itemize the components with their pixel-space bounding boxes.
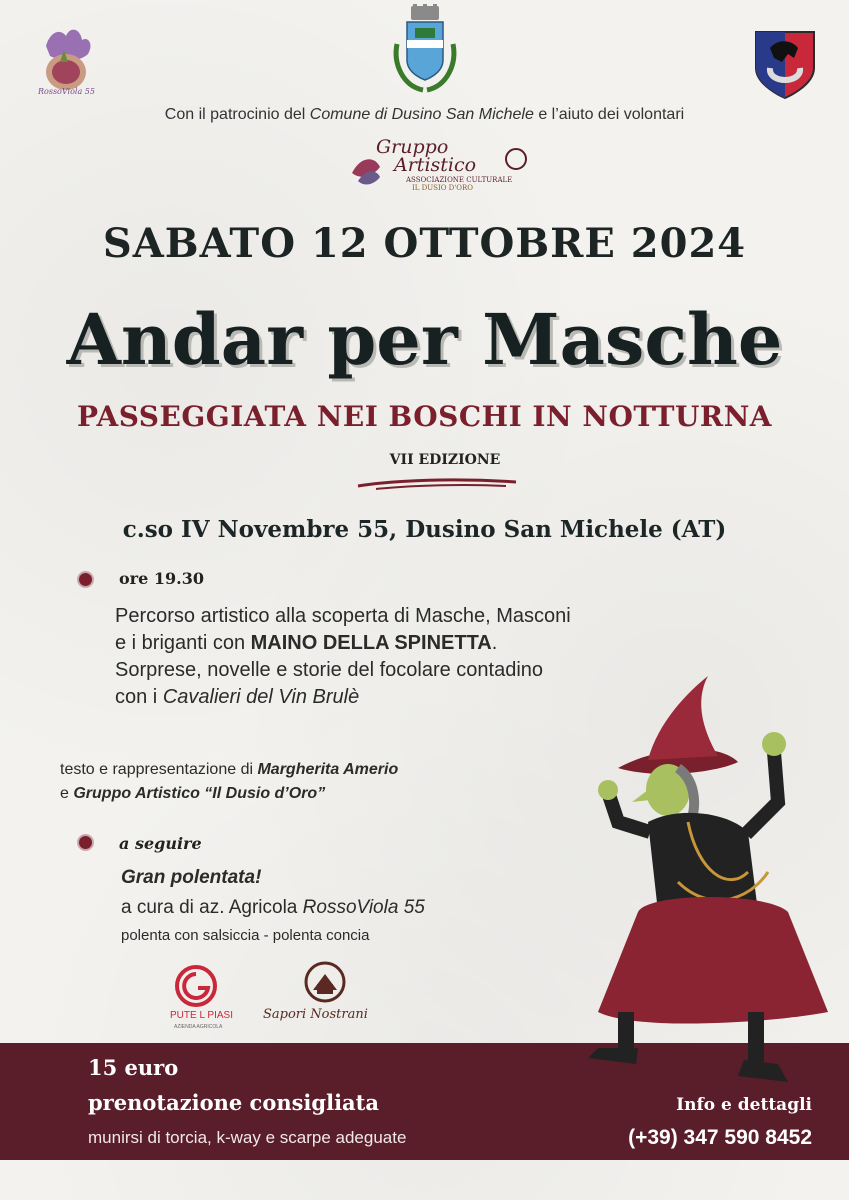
phone-number-link[interactable]: (+39) 347 590 8452 bbox=[628, 1126, 812, 1149]
program-description bbox=[115, 603, 655, 711]
municipal-coat-of-arms-icon bbox=[389, 4, 461, 96]
sponsor-2-name: Sapori Nostrani bbox=[263, 1007, 368, 1022]
sponsor-1-name: PUTE L PIASI bbox=[170, 1010, 233, 1021]
desc-line-4 bbox=[115, 684, 655, 711]
desc-line-4-italic: Cavalieri del Vin Brulè bbox=[162, 686, 360, 708]
patronage-comune: Comune di Dusino San Michele bbox=[309, 106, 534, 123]
sapori-nostrani-logo bbox=[255, 960, 395, 1032]
info-label: Info e dettagli bbox=[676, 1095, 812, 1115]
desc-line-2 bbox=[115, 630, 655, 657]
witch-illustration-icon bbox=[578, 672, 838, 1092]
equipment-note: munirsi di torcia, k-way e scarpe adeguate bbox=[88, 1128, 407, 1147]
gruppo-artistico-logo bbox=[350, 133, 535, 193]
cura-italic: RossoViola 55 bbox=[302, 897, 425, 918]
edition-label: VII EDIZIONE bbox=[389, 452, 501, 468]
desc-line-2-bold: MAINO DELLA SPINETTA bbox=[250, 632, 492, 654]
edition-underline-decoration bbox=[356, 474, 518, 492]
credit-line-1-bold: Margherita Amerio bbox=[257, 761, 399, 778]
rosso-viola-logo bbox=[36, 22, 100, 100]
bullet-icon bbox=[77, 834, 94, 851]
booking-label: prenotazione consigliata bbox=[88, 1090, 379, 1115]
polentata-block bbox=[121, 863, 425, 949]
group-logo-line1: Gruppo bbox=[376, 136, 449, 158]
group-logo-line3: ASSOCIAZIONE CULTURALE bbox=[406, 176, 513, 184]
desc-line-2-suffix: . bbox=[491, 632, 498, 654]
desc-line-2-prefix: e i briganti con bbox=[115, 632, 251, 654]
patronage-suffix: e l’aiuto dei volontari bbox=[533, 106, 685, 123]
desc-line-3: Sorprese, novelle e storie del focolare contadino bbox=[115, 659, 544, 681]
patronage-line bbox=[0, 106, 849, 124]
credit-line-1 bbox=[60, 758, 398, 782]
patronage-prefix: Con il patrocinio del bbox=[164, 106, 310, 123]
credit-line-2-prefix: e bbox=[60, 785, 74, 802]
sponsor-1-sub: AZIENDA AGRICOLA bbox=[174, 1024, 223, 1030]
credit-line-1-prefix: testo e rappresentazione di bbox=[60, 761, 258, 778]
polentata-cura bbox=[121, 893, 425, 923]
group-logo-line4: IL DUSIO D'ORO bbox=[412, 184, 473, 192]
program-time-2: a seguire bbox=[119, 834, 202, 853]
event-subtitle: PASSEGGIATA NEI BOSCHI IN NOTTURNA bbox=[76, 400, 773, 433]
price-label: 15 euro bbox=[88, 1055, 179, 1080]
desc-line-1: Percorso artistico alla scoperta di Masche, Masconi bbox=[115, 605, 571, 627]
polentata-menu: polenta con salsiccia - polenta concia bbox=[121, 927, 370, 944]
event-title: Andar per Masche bbox=[66, 298, 783, 381]
logo-left-text: RossoViola 55 bbox=[38, 87, 95, 96]
pute-l-piasi-logo bbox=[170, 962, 266, 1032]
polentata-title: Gran polentata! bbox=[121, 867, 262, 888]
credit-line-2 bbox=[60, 782, 398, 806]
group-logo-line2: Artistico bbox=[394, 154, 477, 176]
event-date: SABATO 12 OTTOBRE 2024 bbox=[102, 220, 747, 267]
program-time-1: ore 19.30 bbox=[119, 569, 204, 588]
desc-line-4-prefix: con i bbox=[115, 686, 163, 708]
cura-prefix: a cura di az. Agricola bbox=[121, 897, 303, 918]
credit-line-2-bold: Gruppo Artistico “Il Dusio d’Oro” bbox=[73, 785, 326, 802]
credits bbox=[60, 758, 398, 806]
horse-shield-icon bbox=[752, 28, 818, 102]
event-address: c.so IV Novembre 55, Dusino San Michele (AT) bbox=[122, 516, 727, 543]
bullet-icon bbox=[77, 571, 94, 588]
